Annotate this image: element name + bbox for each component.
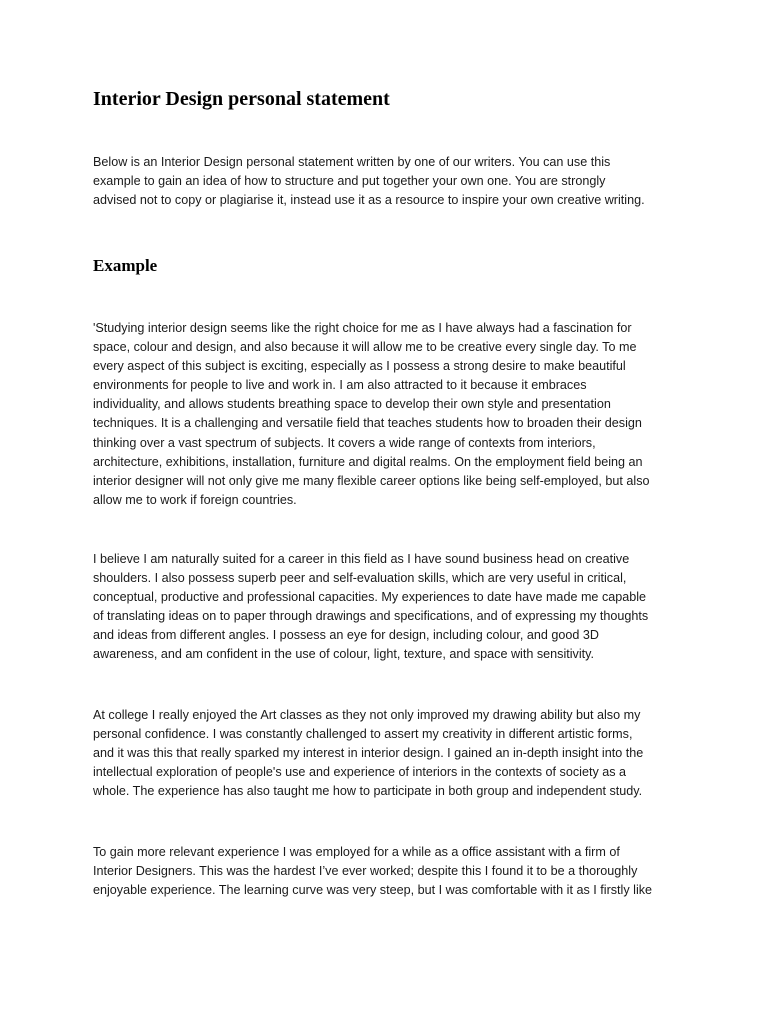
example-heading: Example: [93, 256, 158, 275]
statement-paragraph-2: [93, 550, 693, 665]
intro-line: Below is an Interior Design personal statement written by one of our writers. You can use this: [93, 155, 611, 169]
paragraph-line: individuality, and allows students breathing space to develop their own style and presentation: [93, 397, 611, 412]
paragraph-line: intellectual exploration of people's use and experience of interiors in the contexts of society as a: [93, 765, 627, 780]
statement-paragraph-4: [93, 843, 693, 900]
paragraph-line: I believe I am naturally suited for a career in this field as I have sound business head on creative: [93, 552, 630, 566]
paragraph-line: interior designer will not only give me many flexible career options like being self-employed, but also: [93, 473, 650, 488]
paragraph-line: allow me to work if foreign countries.: [93, 492, 297, 507]
intro-line: example to gain an idea of how to structure and put together your own one. You are strongly: [93, 174, 606, 189]
paragraph-line: thinking over a vast spectrum of subjects. It covers a wide range of contexts from interiors,: [93, 435, 596, 450]
paragraph-line: 'Studying interior design seems like the right choice for me as I have always had a fascination for: [93, 321, 632, 335]
paragraph-line: conceptual, productive and professional capacities. My experiences to date have made me capable: [93, 590, 647, 605]
statement-paragraph-1: [93, 319, 693, 510]
intro-paragraph: [93, 153, 693, 210]
paragraph-line: enjoyable experience. The learning curve was very steep, but I was comfortable with it as I firstly like: [93, 883, 653, 898]
document-title: Interior Design personal statement: [93, 88, 390, 110]
paragraph-line: architecture, exhibitions, installation, furniture and digital realms. On the employment field being an: [93, 454, 643, 469]
paragraph-line: of translating ideas on to paper through drawings and specifications, and of expressing my thoughts: [93, 609, 649, 624]
paragraph-line: Interior Designers. This was the hardest I’ve ever worked; despite this I found it to be a thoroughly: [93, 864, 638, 879]
paragraph-line: At college I really enjoyed the Art classes as they not only improved my drawing ability but also my: [93, 708, 641, 722]
paragraph-line: space, colour and design, and also because it will allow me to be creative every single day. To me: [93, 340, 637, 355]
paragraph-line: shoulders. I also possess superb peer and self-evaluation skills, which are very useful in critical,: [93, 571, 627, 586]
paragraph-line: To gain more relevant experience I was employed for a while as a office assistant with a firm of: [93, 845, 620, 859]
paragraph-line: whole. The experience has also taught me how to participate in both group and independent study.: [93, 784, 643, 799]
paragraph-line: every aspect of this subject is exciting, especially as I possess a strong desire to make beautiful: [93, 359, 626, 374]
paragraph-line: and ideas from different angles. I possess an eye for design, including colour, and good 3D: [93, 628, 599, 643]
statement-paragraph-3: [93, 706, 693, 801]
paragraph-line: environments for people to live and work in. I am also attracted to it because it embraces: [93, 378, 587, 393]
intro-line: advised not to copy or plagiarise it, instead use it as a resource to inspire your own creative writing.: [93, 193, 645, 208]
paragraph-line: techniques. It is a challenging and versatile field that teaches students how to broaden their design: [93, 416, 642, 431]
paragraph-line: awareness, and am confident in the use of colour, light, texture, and space with sensitivity.: [93, 647, 594, 662]
paragraph-line: personal confidence. I was constantly challenged to assert my creativity in different artistic forms,: [93, 727, 633, 742]
paragraph-line: and it was this that really sparked my interest in interior design. I gained an in-depth insight into the: [93, 746, 644, 761]
